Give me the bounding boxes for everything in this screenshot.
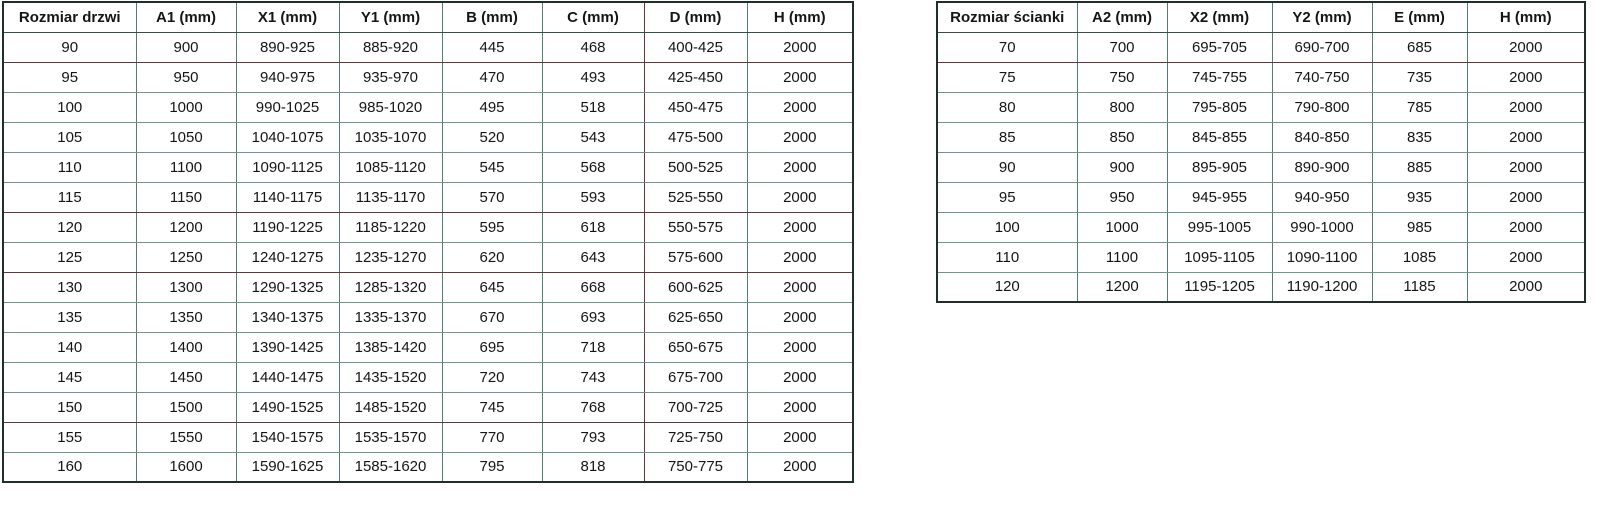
table-cell: 770 <box>442 422 542 452</box>
table-cell: 685 <box>1372 32 1467 62</box>
door-sizes-table <box>2 1 854 483</box>
table-cell: 500-525 <box>644 152 747 182</box>
table-cell: 800 <box>1077 92 1167 122</box>
table-cell: 785 <box>1372 92 1467 122</box>
table-cell: 1350 <box>136 302 236 332</box>
table-row <box>3 362 853 392</box>
table-cell: 1400 <box>136 332 236 362</box>
table-row <box>3 242 853 272</box>
wall-sizes-table <box>936 1 1586 303</box>
table-cell: 1590-1625 <box>236 452 339 482</box>
table-cell: 1385-1420 <box>339 332 442 362</box>
table-cell: 743 <box>542 362 644 392</box>
table-cell: 2000 <box>1467 182 1585 212</box>
table-cell: 1550 <box>136 422 236 452</box>
table-cell: 950 <box>1077 182 1167 212</box>
table-cell: 985 <box>1372 212 1467 242</box>
table-cell: 1535-1570 <box>339 422 442 452</box>
table-cell: 835 <box>1372 122 1467 152</box>
table-cell: 1340-1375 <box>236 302 339 332</box>
table-cell: 2000 <box>747 392 853 422</box>
table-cell: 1440-1475 <box>236 362 339 392</box>
column-header: B (mm) <box>442 2 542 32</box>
table-cell: 793 <box>542 422 644 452</box>
table-cell: 750-775 <box>644 452 747 482</box>
table-cell: 2000 <box>747 182 853 212</box>
table-cell: 1485-1520 <box>339 392 442 422</box>
table-cell: 1335-1370 <box>339 302 442 332</box>
table-row <box>3 182 853 212</box>
table-cell: 155 <box>3 422 136 452</box>
table-cell: 2000 <box>747 62 853 92</box>
table-cell: 2000 <box>1467 92 1585 122</box>
table-cell: 1185 <box>1372 272 1467 302</box>
table-cell: 895-905 <box>1167 152 1272 182</box>
column-header: E (mm) <box>1372 2 1467 32</box>
table-cell: 2000 <box>1467 242 1585 272</box>
table-cell: 2000 <box>1467 212 1585 242</box>
table-cell: 885 <box>1372 152 1467 182</box>
table-cell: 445 <box>442 32 542 62</box>
table-cell: 718 <box>542 332 644 362</box>
table-cell: 1200 <box>136 212 236 242</box>
table-cell: 2000 <box>1467 152 1585 182</box>
table-cell: 90 <box>937 152 1077 182</box>
table-cell: 1040-1075 <box>236 122 339 152</box>
column-header: A2 (mm) <box>1077 2 1167 32</box>
table-cell: 1095-1105 <box>1167 242 1272 272</box>
table-cell: 795-805 <box>1167 92 1272 122</box>
table-cell: 940-975 <box>236 62 339 92</box>
table-row <box>3 332 853 362</box>
door-table-body <box>3 32 853 482</box>
table-row <box>937 122 1585 152</box>
table-cell: 525-550 <box>644 182 747 212</box>
table-cell: 2000 <box>747 422 853 452</box>
table-cell: 935-970 <box>339 62 442 92</box>
table-cell: 1500 <box>136 392 236 422</box>
table-cell: 990-1000 <box>1272 212 1372 242</box>
table-cell: 575-600 <box>644 242 747 272</box>
table-cell: 1185-1220 <box>339 212 442 242</box>
table-cell: 2000 <box>747 242 853 272</box>
table-cell: 493 <box>542 62 644 92</box>
table-row <box>937 32 1585 62</box>
table-cell: 885-920 <box>339 32 442 62</box>
table-cell: 2000 <box>1467 122 1585 152</box>
table-row <box>3 392 853 422</box>
table-cell: 790-800 <box>1272 92 1372 122</box>
table-cell: 75 <box>937 62 1077 92</box>
table-row <box>3 272 853 302</box>
table-cell: 670 <box>442 302 542 332</box>
table-row <box>3 92 853 122</box>
column-header: H (mm) <box>747 2 853 32</box>
table-cell: 1190-1225 <box>236 212 339 242</box>
table-cell: 100 <box>937 212 1077 242</box>
table-cell: 2000 <box>747 272 853 302</box>
table-cell: 2000 <box>1467 272 1585 302</box>
table-cell: 768 <box>542 392 644 422</box>
table-cell: 995-1005 <box>1167 212 1272 242</box>
table-cell: 2000 <box>747 122 853 152</box>
table-cell: 1200 <box>1077 272 1167 302</box>
column-header: Rozmiar drzwi <box>3 2 136 32</box>
table-cell: 650-675 <box>644 332 747 362</box>
table-cell: 100 <box>3 92 136 122</box>
table-cell: 900 <box>1077 152 1167 182</box>
table-cell: 1100 <box>136 152 236 182</box>
table-cell: 595 <box>442 212 542 242</box>
table-row <box>937 182 1585 212</box>
table-cell: 90 <box>3 32 136 62</box>
table-cell: 745 <box>442 392 542 422</box>
table-row <box>3 422 853 452</box>
table-cell: 95 <box>937 182 1077 212</box>
table-cell: 130 <box>3 272 136 302</box>
table-cell: 1240-1275 <box>236 242 339 272</box>
table-cell: 1600 <box>136 452 236 482</box>
table-row <box>3 152 853 182</box>
table-cell: 845-855 <box>1167 122 1272 152</box>
table-cell: 1540-1575 <box>236 422 339 452</box>
table-cell: 1090-1125 <box>236 152 339 182</box>
table-cell: 990-1025 <box>236 92 339 122</box>
table-row <box>3 122 853 152</box>
table-row <box>3 32 853 62</box>
column-header: X1 (mm) <box>236 2 339 32</box>
table-row <box>937 272 1585 302</box>
table-cell: 2000 <box>747 452 853 482</box>
table-cell: 1100 <box>1077 242 1167 272</box>
table-cell: 850 <box>1077 122 1167 152</box>
table-cell: 2000 <box>747 332 853 362</box>
table-row <box>937 92 1585 122</box>
table-cell: 1050 <box>136 122 236 152</box>
table-cell: 125 <box>3 242 136 272</box>
table-cell: 740-750 <box>1272 62 1372 92</box>
table-cell: 2000 <box>747 302 853 332</box>
table-cell: 1085 <box>1372 242 1467 272</box>
table-cell: 543 <box>542 122 644 152</box>
table-cell: 1090-1100 <box>1272 242 1372 272</box>
column-header: C (mm) <box>542 2 644 32</box>
table-cell: 940-950 <box>1272 182 1372 212</box>
table-cell: 145 <box>3 362 136 392</box>
table-row <box>937 152 1585 182</box>
table-cell: 105 <box>3 122 136 152</box>
table-cell: 1390-1425 <box>236 332 339 362</box>
table-cell: 135 <box>3 302 136 332</box>
table-cell: 725-750 <box>644 422 747 452</box>
table-cell: 945-955 <box>1167 182 1272 212</box>
table-cell: 600-625 <box>644 272 747 302</box>
table-row <box>937 242 1585 272</box>
table-cell: 1585-1620 <box>339 452 442 482</box>
table-cell: 645 <box>442 272 542 302</box>
table-cell: 2000 <box>747 92 853 122</box>
table-cell: 2000 <box>1467 32 1585 62</box>
column-header: Y1 (mm) <box>339 2 442 32</box>
column-header: X2 (mm) <box>1167 2 1272 32</box>
table-cell: 495 <box>442 92 542 122</box>
table-cell: 745-755 <box>1167 62 1272 92</box>
door-table-header-row <box>3 2 853 32</box>
table-cell: 1450 <box>136 362 236 392</box>
table-cell: 1285-1320 <box>339 272 442 302</box>
table-cell: 110 <box>3 152 136 182</box>
table-cell: 120 <box>3 212 136 242</box>
wall-table-header-row <box>937 2 1585 32</box>
table-cell: 693 <box>542 302 644 332</box>
table-cell: 720 <box>442 362 542 392</box>
column-header: D (mm) <box>644 2 747 32</box>
column-header: Rozmiar ścianki <box>937 2 1077 32</box>
table-cell: 2000 <box>747 212 853 242</box>
table-cell: 840-850 <box>1272 122 1372 152</box>
table-cell: 1085-1120 <box>339 152 442 182</box>
table-cell: 80 <box>937 92 1077 122</box>
table-cell: 625-650 <box>644 302 747 332</box>
table-cell: 468 <box>542 32 644 62</box>
table-cell: 620 <box>442 242 542 272</box>
column-header: A1 (mm) <box>136 2 236 32</box>
table-cell: 120 <box>937 272 1077 302</box>
table-cell: 1140-1175 <box>236 182 339 212</box>
table-row <box>937 62 1585 92</box>
table-cell: 1035-1070 <box>339 122 442 152</box>
table-cell: 475-500 <box>644 122 747 152</box>
table-cell: 675-700 <box>644 362 747 392</box>
table-cell: 818 <box>542 452 644 482</box>
table-cell: 2000 <box>747 32 853 62</box>
table-cell: 110 <box>937 242 1077 272</box>
table-cell: 1235-1270 <box>339 242 442 272</box>
table-row <box>3 212 853 242</box>
table-cell: 545 <box>442 152 542 182</box>
table-cell: 95 <box>3 62 136 92</box>
table-cell: 160 <box>3 452 136 482</box>
table-cell: 950 <box>136 62 236 92</box>
table-cell: 115 <box>3 182 136 212</box>
table-cell: 70 <box>937 32 1077 62</box>
table-cell: 1190-1200 <box>1272 272 1372 302</box>
table-cell: 1150 <box>136 182 236 212</box>
table-cell: 1300 <box>136 272 236 302</box>
table-cell: 140 <box>3 332 136 362</box>
table-cell: 550-575 <box>644 212 747 242</box>
table-cell: 735 <box>1372 62 1467 92</box>
table-cell: 795 <box>442 452 542 482</box>
table-row <box>3 452 853 482</box>
table-cell: 700-725 <box>644 392 747 422</box>
table-cell: 900 <box>136 32 236 62</box>
table-cell: 668 <box>542 272 644 302</box>
table-cell: 425-450 <box>644 62 747 92</box>
table-cell: 935 <box>1372 182 1467 212</box>
table-cell: 150 <box>3 392 136 422</box>
table-cell: 520 <box>442 122 542 152</box>
table-cell: 985-1020 <box>339 92 442 122</box>
table-cell: 700 <box>1077 32 1167 62</box>
table-cell: 1435-1520 <box>339 362 442 392</box>
table-row <box>937 212 1585 242</box>
table-cell: 1290-1325 <box>236 272 339 302</box>
table-cell: 890-900 <box>1272 152 1372 182</box>
table-cell: 695 <box>442 332 542 362</box>
table-cell: 470 <box>442 62 542 92</box>
table-cell: 1000 <box>1077 212 1167 242</box>
table-row <box>3 302 853 332</box>
table-cell: 750 <box>1077 62 1167 92</box>
wall-table-body <box>937 32 1585 302</box>
table-cell: 85 <box>937 122 1077 152</box>
column-header: H (mm) <box>1467 2 1585 32</box>
table-cell: 1195-1205 <box>1167 272 1272 302</box>
table-cell: 593 <box>542 182 644 212</box>
table-cell: 890-925 <box>236 32 339 62</box>
table-cell: 1135-1170 <box>339 182 442 212</box>
table-row <box>3 62 853 92</box>
table-cell: 2000 <box>1467 62 1585 92</box>
table-cell: 1000 <box>136 92 236 122</box>
table-cell: 695-705 <box>1167 32 1272 62</box>
table-cell: 618 <box>542 212 644 242</box>
table-cell: 570 <box>442 182 542 212</box>
column-header: Y2 (mm) <box>1272 2 1372 32</box>
table-cell: 643 <box>542 242 644 272</box>
table-cell: 1250 <box>136 242 236 272</box>
table-cell: 690-700 <box>1272 32 1372 62</box>
table-cell: 2000 <box>747 362 853 392</box>
table-cell: 1490-1525 <box>236 392 339 422</box>
table-cell: 450-475 <box>644 92 747 122</box>
table-cell: 2000 <box>747 152 853 182</box>
table-cell: 400-425 <box>644 32 747 62</box>
table-cell: 568 <box>542 152 644 182</box>
table-cell: 518 <box>542 92 644 122</box>
